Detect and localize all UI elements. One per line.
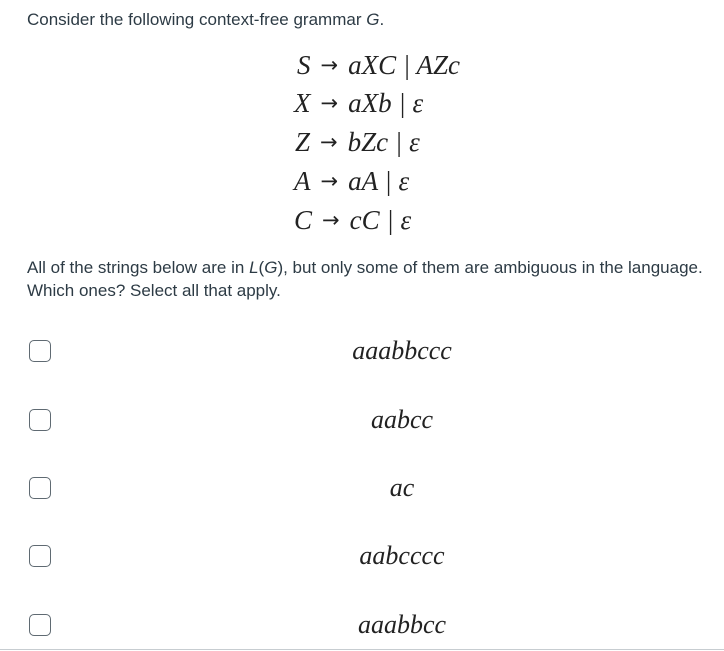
rule-rhs: aXb | ε (348, 88, 424, 118)
option-label[interactable]: aabcc (370, 405, 434, 434)
checkbox[interactable] (29, 409, 51, 431)
rule-lhs: X (294, 88, 311, 118)
grammar-rule (294, 84, 423, 122)
rule-lhs: Z (295, 127, 311, 157)
grammar-rule (294, 201, 411, 239)
rule-lhs: C (294, 205, 313, 235)
intro-period: . (379, 10, 385, 29)
language-symbol: L (249, 258, 259, 277)
answer-option[interactable] (0, 534, 724, 578)
answer-option[interactable] (0, 329, 724, 373)
arrow-icon: → (322, 208, 340, 232)
answer-option[interactable] (0, 466, 724, 510)
option-label[interactable]: ac (389, 473, 415, 502)
question-part2: ), but only some of them are ambiguous in the language. Which ones? Select all that apply. (27, 258, 703, 300)
grammar-symbol: G (264, 258, 278, 277)
question-text (27, 256, 707, 302)
option-label[interactable]: aaabbcc (357, 610, 447, 639)
rule-lhs: S (297, 50, 311, 80)
option-label[interactable]: aaabbccc (352, 336, 452, 365)
grammar-rule (297, 46, 460, 84)
checkbox[interactable] (29, 545, 51, 567)
intro-text: Consider the following context-free grammar (27, 10, 367, 29)
rule-rhs: bZc | ε (347, 127, 420, 157)
rule-rhs: aA | ε (348, 166, 410, 196)
answer-option[interactable] (0, 603, 724, 647)
rule-lhs: A (294, 166, 311, 196)
question-part1: All of the strings below are in (27, 258, 250, 277)
grammar-rule (295, 123, 420, 161)
divider (0, 649, 724, 650)
question-intro (27, 9, 384, 31)
rule-rhs: aXC | AZc (348, 50, 461, 80)
checkbox[interactable] (29, 477, 51, 499)
grammar-rule (294, 162, 409, 200)
grammar-name: G (366, 10, 380, 29)
option-label[interactable]: aabcccc (359, 541, 445, 570)
arrow-icon: → (320, 130, 338, 154)
answer-option[interactable] (0, 398, 724, 442)
paren-open: ( (258, 258, 265, 277)
arrow-icon: → (320, 53, 339, 77)
rule-rhs: cC | ε (349, 205, 412, 235)
checkbox[interactable] (29, 614, 51, 636)
checkbox[interactable] (29, 340, 51, 362)
arrow-icon: → (320, 169, 339, 193)
arrow-icon: → (320, 91, 339, 115)
